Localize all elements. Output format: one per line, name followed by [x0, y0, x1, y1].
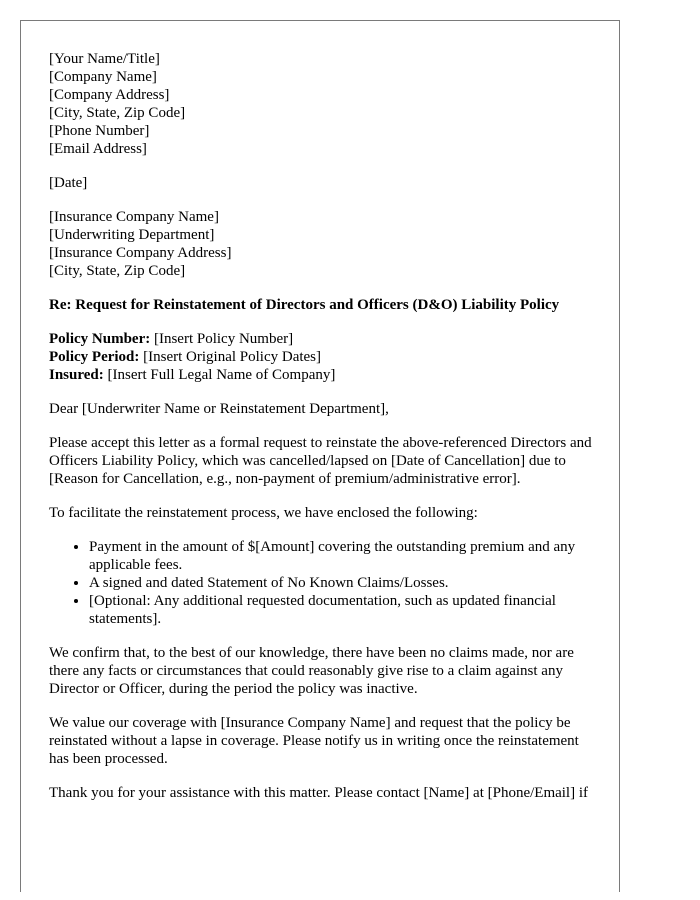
salutation-text: Dear [Underwriter Name or Reinstatement Department],	[49, 401, 389, 417]
value-line: We value our coverage with [Insurance Company Name] and request that the policy be	[49, 715, 571, 731]
list-item-line: applicable fees.	[89, 557, 183, 573]
policy-number-label: Policy Number:	[49, 331, 151, 347]
value-paragraph	[49, 714, 591, 768]
list-item-line: • [Optional: Any additional requested documentation, such as updated financial	[89, 593, 556, 609]
sender-company-address: [Company Address]	[49, 87, 170, 103]
policy-period-value: [Insert Original Policy Dates]	[139, 349, 322, 365]
intro-paragraph	[49, 434, 591, 488]
thanks-line: Thank you for your assistance with this matter. Please contact [Name] at [Phone/Email] if	[49, 785, 589, 801]
intro-line: Officers Liability Policy, which was cancelled/lapsed on [Date of Cancellation] due to	[49, 453, 566, 469]
insured-value: [Insert Full Legal Name of Company]	[103, 367, 336, 383]
recipient-city-state-zip: [City, State, Zip Code]	[49, 263, 186, 279]
recipient-company-name: [Insurance Company Name]	[49, 209, 219, 225]
enclosures-list	[49, 538, 591, 628]
sender-name-title: [Your Name/Title]	[49, 51, 160, 67]
recipient-block	[49, 208, 591, 280]
insured-label: Insured:	[49, 367, 104, 383]
letter-date: [Date]	[49, 175, 88, 191]
sender-phone: [Phone Number]	[49, 123, 150, 139]
insured-row	[49, 366, 591, 384]
salutation	[49, 400, 591, 418]
sender-city-state-zip: [City, State, Zip Code]	[49, 105, 186, 121]
list-item	[89, 592, 591, 628]
value-line: has been processed.	[49, 751, 168, 767]
intro-line: [Reason for Cancellation, e.g., non-payment of premium/administrative error].	[49, 471, 521, 487]
recipient-department: [Underwriting Department]	[49, 227, 215, 243]
list-item-line: statements].	[89, 611, 162, 627]
subject-line	[49, 296, 591, 314]
subject-text: Re: Request for Reinstatement of Directors and Officers (D&O) Liability Policy	[49, 297, 560, 313]
confirmation-paragraph	[49, 644, 591, 698]
policy-number-value: [Insert Policy Number]	[150, 331, 294, 347]
list-item-line: • Payment in the amount of $[Amount] covering the outstanding premium and any	[89, 539, 576, 555]
policy-details	[49, 330, 591, 384]
value-line: reinstated without a lapse in coverage. Please notify us in writing once the reinstatement	[49, 733, 579, 749]
list-item	[89, 538, 591, 574]
confirmation-line: there any facts or circumstances that could reasonably give rise to a claim against any	[49, 663, 563, 679]
sender-block	[49, 50, 591, 158]
thanks-paragraph	[49, 784, 591, 802]
list-item-line: • A signed and dated Statement of No Known Claims/Losses.	[89, 575, 449, 591]
date-block	[49, 174, 591, 192]
sender-company-name: [Company Name]	[49, 69, 157, 85]
recipient-address: [Insurance Company Address]	[49, 245, 232, 261]
enclosures-lead-paragraph	[49, 504, 591, 522]
policy-number-row	[49, 330, 591, 348]
policy-period-row	[49, 348, 591, 366]
intro-line: Please accept this letter as a formal request to reinstate the above-referenced Directors and	[49, 435, 592, 451]
sender-email: [Email Address]	[49, 141, 147, 157]
policy-period-label: Policy Period:	[49, 349, 140, 365]
letter-page	[20, 20, 620, 892]
enclosures-lead-line: To facilitate the reinstatement process, we have enclosed the following:	[49, 505, 478, 521]
confirmation-line: Director or Officer, during the period the policy was inactive.	[49, 681, 418, 697]
list-item	[89, 574, 591, 592]
confirmation-line: We confirm that, to the best of our knowledge, there have been no claims made, nor are	[49, 645, 574, 661]
